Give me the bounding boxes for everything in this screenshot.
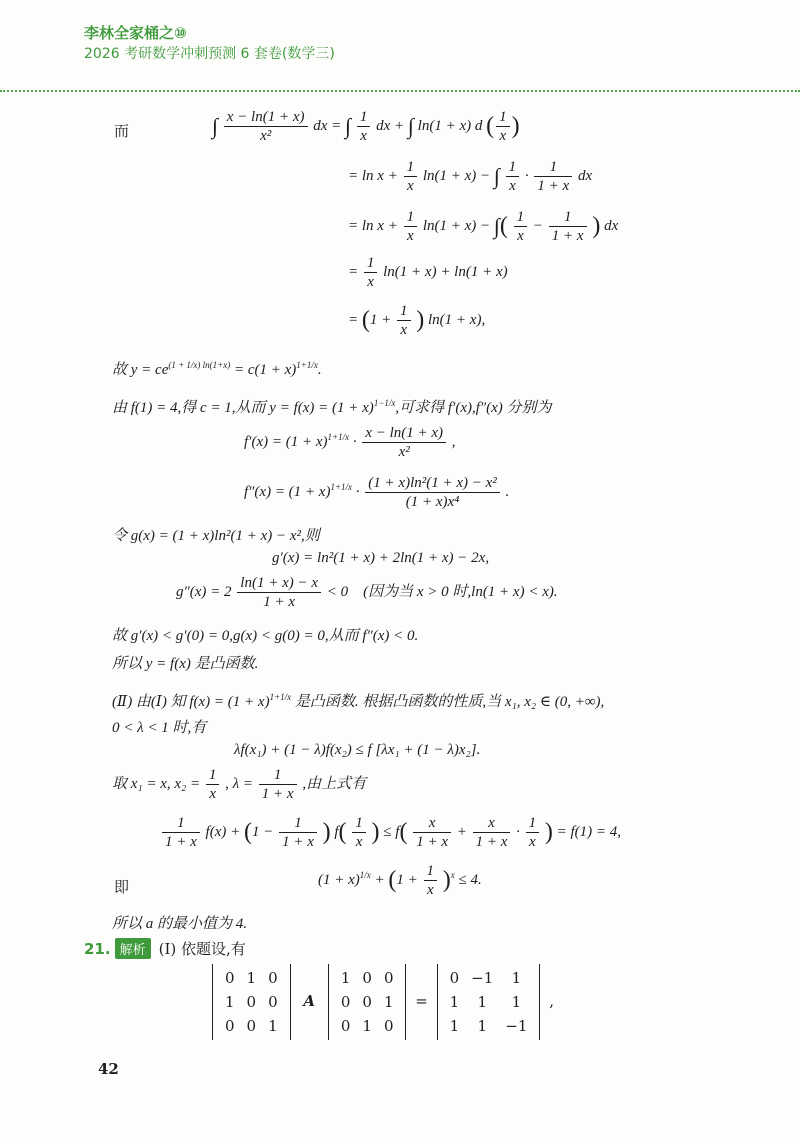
matrix-cell: 1 xyxy=(511,993,522,1011)
matrix-cell: 0 xyxy=(340,1017,351,1035)
matrix-cell: 0 xyxy=(340,993,351,1011)
equation-convex-ineq: λf(x₁) + (1 − λ)f(x₂) ≤ f [λx₁ + (1 − λ)x₂]. xyxy=(234,742,481,758)
page-number: 42 xyxy=(98,1060,119,1078)
matrix-cell: 0 xyxy=(362,969,372,987)
text-final: 所以 a 的最小值为 4. xyxy=(112,916,248,932)
matrix-cell: 0 xyxy=(225,1017,235,1035)
matrix-cell: 0 xyxy=(383,969,394,987)
matrix-cell: 0 xyxy=(362,993,372,1011)
text-qu: 取 x₁ = x, x₂ = $\frac{1}{x}$ , λ = $\frac{1}{1 + x}$ ,由上式有 xyxy=(112,767,367,802)
question-21-text: (Ⅰ) 依题设,有 xyxy=(158,940,246,958)
matrix-cell: 1 xyxy=(362,1017,372,1035)
equation-line-4: = $\frac{1}{x}$ ln(1 + x) + ln(1 + x) xyxy=(348,255,508,290)
equation-line-1: ∫ $\frac{x - \ln(1 + x)}{\text{x²}}$ dx = ∫ $\frac{1}{x}$ dx + ∫ ln(1 + x) d ( $\frac{1}{x}$ ) xyxy=(212,109,520,144)
matrix-cell: 1 xyxy=(383,993,394,1011)
matrix-cell: 1 xyxy=(246,969,257,987)
result-line-gu: 故 $y = ce^{(1 + 1/x) ln(1+x)} = c(1 + x)^{1+1/x}$. xyxy=(112,360,322,378)
text-ji: 即 xyxy=(114,878,130,896)
matrix-cell: 1 xyxy=(511,969,522,987)
matrix-cell: 1 xyxy=(268,1017,278,1035)
matrix-cell: 0 xyxy=(246,1017,257,1035)
question-number: 21. xyxy=(84,940,111,958)
matrix-cell: 1 xyxy=(449,993,460,1011)
equation-substitution: $\frac{1}{1 + x}$ f(x) + (1 − $\frac{1}{1 + x}$ ) f( $\frac{1}{x}$ ) ≤ f( $\frac{x}{1 + x}$ + $\frac{x}{1 + x}$ · $\frac{1}{x}$ ) = f(1) = 4, xyxy=(160,814,621,851)
question-21-heading xyxy=(84,938,246,959)
matrix-cell: 0 xyxy=(449,969,460,987)
matrix-cell: 0 xyxy=(268,993,278,1011)
matrix-middle xyxy=(328,964,407,1040)
matrix-cell: 1 xyxy=(340,969,351,987)
matrix-cell: −1 xyxy=(471,969,494,987)
book-title: 2026 考研数学冲刺预测 6 套卷(数学三) xyxy=(84,46,335,62)
matrix-cell: 1 xyxy=(449,1017,460,1035)
equation-line-3: = ln x + $\frac{1}{x}$ ln(1 + x) − ∫( $\frac{1}{x}$ − $\frac{1}{1 + x}$ ) dx xyxy=(348,209,619,244)
matrix-cell: 1 xyxy=(225,993,235,1011)
matrix-left xyxy=(212,964,291,1040)
matrix-equation: 0 1 0 1 0 0 0 0 1 A 1 0 0 0 0 1 0 1 0 = 0 −1 1 1 1 1 1 1 −1 , xyxy=(208,964,554,1040)
matrix-cell: 1 xyxy=(477,993,487,1011)
equation-fdoubleprime: $f''(x) = (1 + x)^{1+1/x}$ · $\frac{\text{(1 + x)ln²(1 + x) − x²}}{\text{(1 + x)x⁴}}$ . xyxy=(244,475,510,510)
matrix-cell: 0 xyxy=(246,993,257,1011)
text-gu2: 故 g′(x) < g′(0) = 0,g(x) < g(0) = 0,从而 f″(x) < 0. xyxy=(112,628,419,644)
matrix-cell: 0 xyxy=(383,1017,394,1035)
equation-line-5: = (1 + $\frac{1}{x}$ ) ln(1 + x), xyxy=(348,303,486,338)
equation-final-ineq: $(1 + x)^{1/x} + (1$ + $\frac{1}{x}$ )$^x$ ≤ 4. xyxy=(318,863,482,898)
running-header xyxy=(84,22,335,64)
header-divider xyxy=(0,90,800,92)
text-ling: 令 g(x) = (1 + x)ln²(1 + x) − x²,则 xyxy=(112,528,320,544)
equation-line-2: = ln x + $\frac{1}{x}$ ln(1 + x) − ∫ $\frac{1}{x}$ · $\frac{1}{1 + x}$ dx xyxy=(348,159,593,194)
series-title: 李林全家桶之⑩ xyxy=(84,24,187,42)
text-part-ii-2: 0 < λ < 1 时,有 xyxy=(112,720,207,736)
matrix-cell: 0 xyxy=(225,969,235,987)
matrix-a-label: A xyxy=(303,992,316,1010)
text-suoyi: 所以 y = f(x) 是凸函数. xyxy=(112,656,259,672)
matrix-cell: 0 xyxy=(268,969,278,987)
analysis-badge: 解析 xyxy=(115,938,151,959)
text-you: 由 f(1) = 4,得 c = 1,从而 $y = f(x) = (1 + x)^{1-1/x}$,可求得 f′(x),f″(x) 分别为 xyxy=(112,398,552,416)
matrix-right xyxy=(437,964,541,1040)
text-er: 而 xyxy=(114,122,130,140)
matrix-cell: −1 xyxy=(505,1017,528,1035)
equation-gprime: g′(x) = ln²(1 + x) + 2ln(1 + x) − 2x, xyxy=(272,550,490,566)
text-part-ii: (Ⅱ) 由(Ⅰ) 知 $f(x) = (1 + x)^{1+1/x}$ 是凸函数. 根据凸函数的性质,当 x₁, x₂ ∈ (0, +∞), xyxy=(112,692,605,710)
equation-fprime: $f'(x) = (1 + x)^{1+1/x}$ · $\frac{x - \ln(1 + x)}{\text{x²}}$ , xyxy=(244,425,456,460)
equation-gdoubleprime: g″(x) = 2 $\frac{\ln(1 + x) - x}{1 + x}$ < 0 (因为当 x > 0 时,ln(1 + x) < x). xyxy=(176,575,558,610)
matrix-cell: 1 xyxy=(477,1017,487,1035)
